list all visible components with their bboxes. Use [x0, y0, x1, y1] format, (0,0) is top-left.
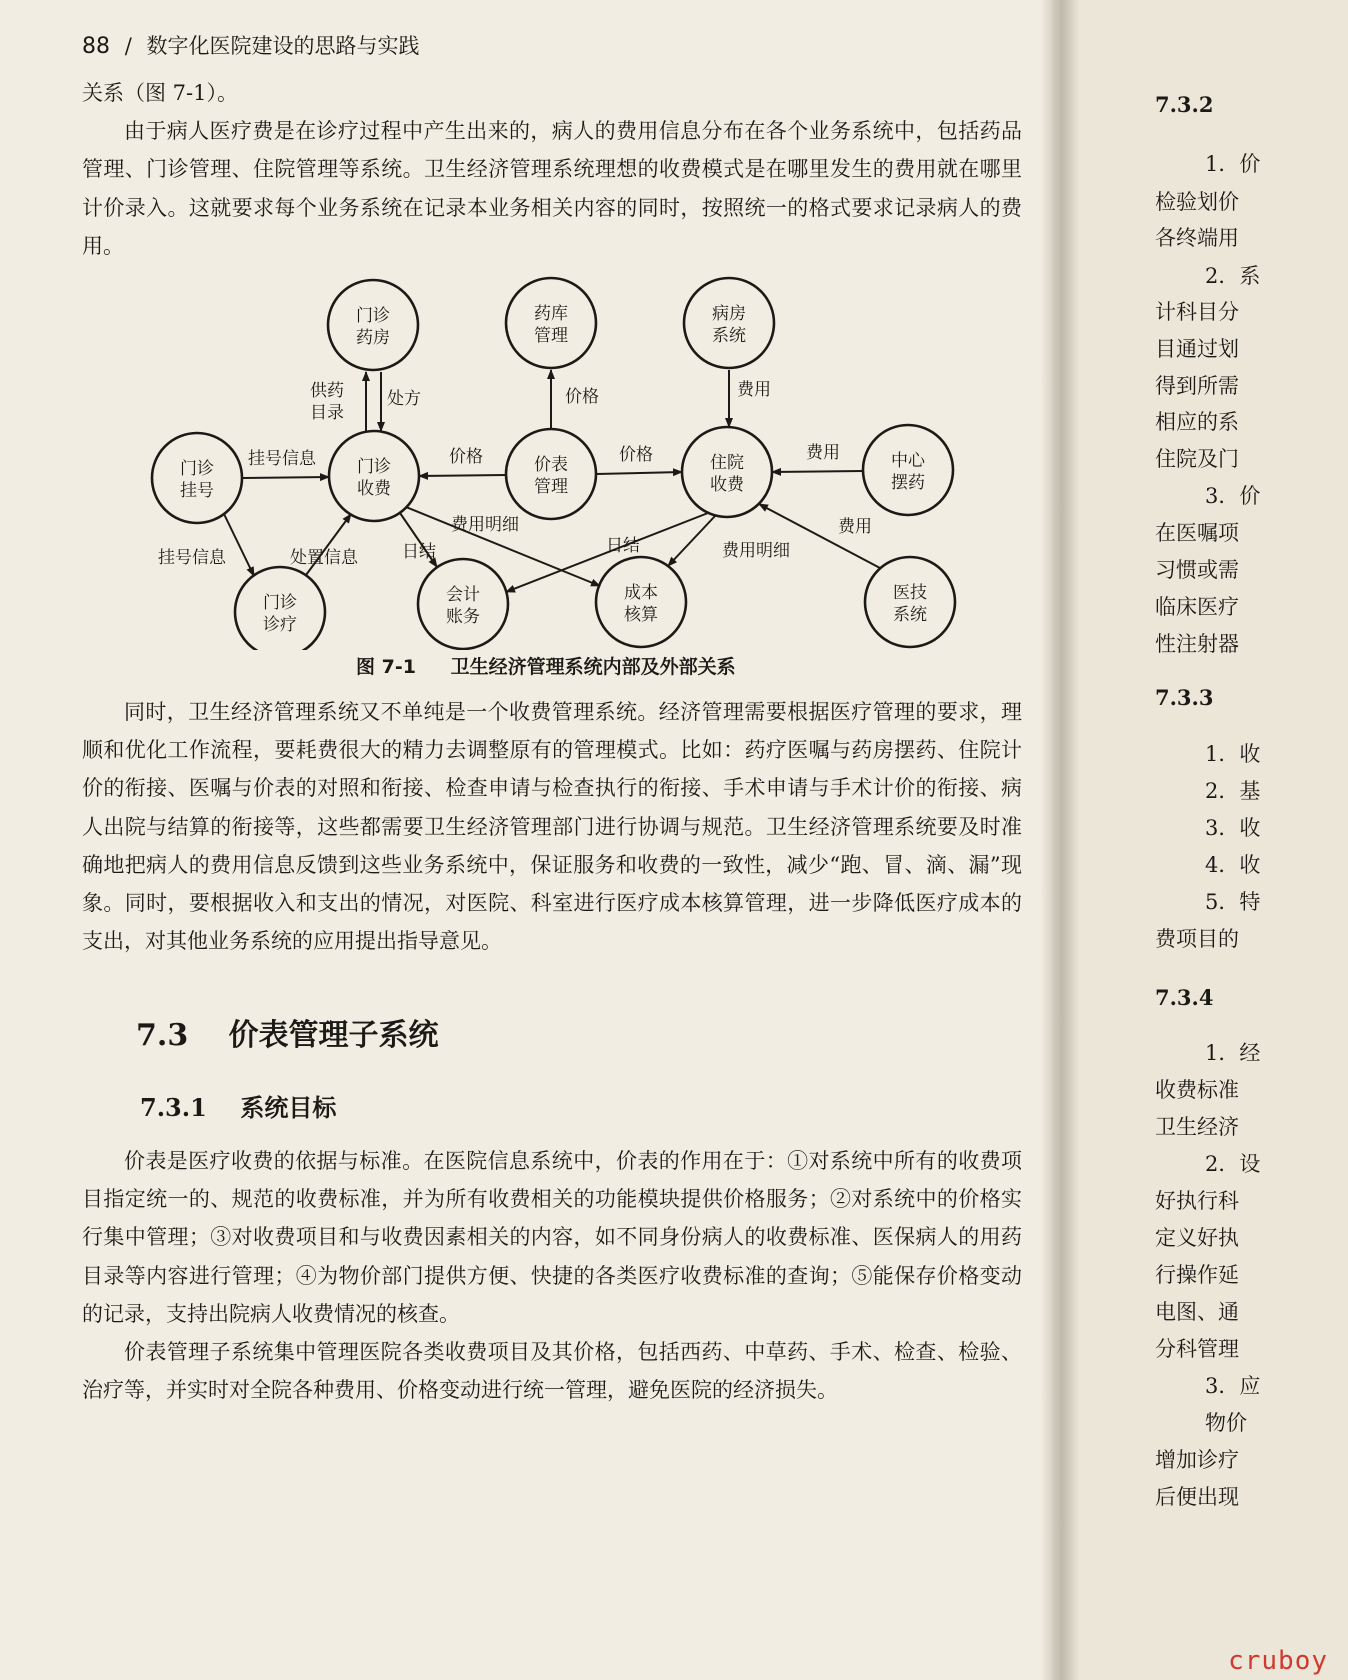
right-line: 1．收: [1205, 742, 1261, 766]
node-drug-store-mgmt: [506, 278, 596, 368]
right-line: 分科管理: [1155, 1337, 1239, 1361]
paragraph-text: 关系（图 7-1）。: [82, 81, 238, 105]
label-prescription: 处方: [387, 389, 421, 409]
node-accounting: [418, 559, 508, 649]
figure-label: 图 7-1: [356, 656, 416, 678]
label-daily-close-1: 日结: [402, 542, 436, 562]
right-line: 后便出现: [1155, 1485, 1239, 1509]
right-line: 习惯或需: [1155, 558, 1239, 582]
node-outpatient-treatment: [235, 567, 325, 650]
paragraph-text: 由于病人医疗费是在诊疗过程中产生出来的，病人的费用信息分布在各个业务系统中，包括药品管理、门诊管理、住院管理等系统。卫生经济管理系统理想的收费模式是在哪里发生的费用就在哪里计价录入。这就要求每个业务系统在记录本业务相关内容的同时，按照统一的格式要求记录病人的费用。: [82, 119, 1022, 258]
node-medtech-system: [865, 557, 955, 647]
svg-text:管理: 管理: [534, 477, 568, 497]
page-number: 88: [82, 34, 110, 59]
node-ward-system: [684, 278, 774, 368]
paragraph-text: 价表管理子系统集中管理医院各类收费项目及其价格，包括西药、中草药、手术、检查、检验、治疗等，并实时对全院各种费用、价格变动进行统一管理，避免医院的经济损失。: [82, 1340, 1022, 1403]
right-line: 得到所需: [1155, 374, 1239, 398]
paragraph-management: [82, 693, 1022, 960]
svg-text:成本: 成本: [624, 583, 658, 603]
edge-fee-detail-inpatient: [668, 516, 715, 566]
svg-text:门诊: 门诊: [356, 306, 390, 326]
node-inpatient-charging: [682, 427, 772, 517]
label-price-inpatient: 价格: [619, 445, 653, 465]
right-line: 卫生经济: [1155, 1115, 1239, 1139]
right-line: 2．系: [1205, 264, 1261, 288]
node-central-dispensing: [863, 425, 953, 515]
right-line: 3．收: [1205, 816, 1261, 840]
svg-text:诊疗: 诊疗: [263, 615, 297, 635]
svg-text:核算: 核算: [624, 605, 658, 625]
right-line: 2．基: [1205, 779, 1261, 803]
svg-text:住院: 住院: [710, 453, 744, 473]
right-line: 增加诊疗: [1155, 1448, 1239, 1472]
right-line: 目通过划: [1155, 337, 1239, 361]
svg-text:药房: 药房: [356, 328, 390, 348]
paragraph-text: 价表是医疗收费的依据与标准。在医院信息系统中，价表的作用在于：①对系统中所有的收费项目指定统一的、规范的收费标准，并为所有收费相关的功能模块提供价格服务；②对系统中的价格实行集中管理；③对收费项目和与收费因素相关的内容，如不同身份病人的收费标准、医保病人的用药目录等内容进行管理；④为物价部门提供方便、快捷的各类医疗收费标准的查询；⑤能保存价格变动的记录，支持出院病人收费情况的核查。: [82, 1149, 1022, 1326]
label-fee-detail: 费用明细: [451, 515, 519, 535]
figure-caption: [356, 652, 736, 679]
edge-price-to-inpatient: [596, 472, 682, 474]
right-line: 住院及门: [1155, 447, 1239, 471]
right-line: 物价: [1205, 1411, 1247, 1435]
edge-price-to-outpatient: [419, 475, 506, 476]
label-fee-detail-2: 费用明细: [722, 541, 790, 561]
right-line: 4．收: [1205, 853, 1261, 877]
right-line: 相应的系: [1155, 410, 1239, 434]
svg-text:会计: 会计: [446, 585, 480, 605]
label-supply: 供药: [310, 381, 344, 401]
edge-registration-info: [242, 477, 329, 478]
right-line: 检验划价: [1155, 190, 1239, 214]
svg-text:医技: 医技: [893, 583, 927, 603]
svg-text:管理: 管理: [534, 326, 568, 346]
paragraph-intro: [82, 74, 1022, 265]
right-line: 临床医疗: [1155, 595, 1239, 619]
book-gutter: [1040, 0, 1080, 1680]
figure-caption-text: 卫生经济管理系统内部及外部关系: [450, 656, 736, 678]
running-header: [82, 30, 419, 60]
svg-text:门诊: 门诊: [263, 593, 297, 613]
right-line: 2．设: [1205, 1152, 1261, 1176]
label-dispensing-fee: 费用: [806, 443, 840, 463]
svg-text:价表: 价表: [534, 455, 568, 475]
right-line: 定义好执: [1155, 1226, 1239, 1250]
svg-text:中心: 中心: [891, 451, 925, 471]
right-line: 各终端用: [1155, 226, 1239, 250]
book-title: 数字化医院建设的思路与实践: [146, 34, 420, 58]
label-registration-info: 挂号信息: [248, 449, 316, 469]
right-line: 费项目的: [1155, 927, 1239, 951]
edge-registration-to-treatment: [224, 514, 254, 576]
right-line: 3．价: [1205, 484, 1261, 508]
subsection-heading: [140, 1088, 336, 1123]
svg-text:收费: 收费: [357, 479, 391, 499]
svg-text:系统: 系统: [712, 326, 746, 346]
right-line: 7.3.3: [1155, 685, 1214, 710]
svg-text:门诊: 门诊: [357, 457, 391, 477]
label-daily-close-2: 日结: [606, 536, 640, 556]
right-line: 电图、通: [1155, 1300, 1239, 1324]
paragraph-price-list: [82, 1142, 1022, 1409]
svg-text:系统: 系统: [893, 605, 927, 625]
scanner-watermark: cruboy: [1228, 1646, 1328, 1676]
section-title: 价表管理子系统: [228, 1018, 439, 1053]
svg-text:门诊: 门诊: [180, 459, 214, 479]
label-treatment-info: 处置信息: [290, 548, 358, 568]
svg-text:账务: 账务: [446, 607, 480, 627]
label-ward-fee: 费用: [737, 380, 771, 400]
right-line: 7.3.4: [1155, 985, 1214, 1010]
right-line: 1．经: [1205, 1041, 1261, 1065]
right-line: 性注射器: [1155, 632, 1239, 656]
label-catalog: 目录: [310, 403, 344, 423]
label-registration-info-2: 挂号信息: [158, 548, 226, 568]
paragraph-text: 同时，卫生经济管理系统又不单纯是一个收费管理系统。经济管理需要根据医疗管理的要求，理顺和优化工作流程，要耗费很大的精力去调整原有的管理模式。比如：药疗医嘱与药房摆药、住院计价的衔接、医嘱与价表的对照和衔接、检查申请与检查执行的衔接、手术申请与手术计价的衔接、病人出院与结算的衔接等，这些都需要卫生经济管理部门进行协调与规范。卫生经济管理系统要及时准确地把病人的费用信息反馈到这些业务系统中，保证服务和收费的一致性，减少“跑、冒、滴、漏”现象。同时，要根据收入和支出的情况，对医院、科室进行医疗成本核算管理，进一步降低医疗成本的支出，对其他业务系统的应用提出指导意见。: [82, 700, 1022, 954]
relationship-diagram: [140, 270, 970, 650]
header-separator: /: [124, 34, 132, 58]
subsection-number: 7.3.1: [140, 1093, 207, 1122]
right-line: 收费标准: [1155, 1078, 1239, 1102]
right-line: 3．应: [1205, 1374, 1261, 1398]
right-line: 7.3.2: [1155, 92, 1214, 117]
right-line: 在医嘱项: [1155, 521, 1239, 545]
label-medtech-fee: 费用: [838, 517, 872, 537]
right-line: 行操作延: [1155, 1263, 1239, 1287]
right-line: 计科目分: [1155, 300, 1239, 324]
edge-dispensing-fee: [772, 471, 863, 472]
node-outpatient-registration: [152, 433, 242, 523]
node-price-list-mgmt: [506, 429, 596, 519]
right-line: 5．特: [1205, 890, 1261, 914]
node-cost-accounting: [596, 557, 686, 647]
svg-text:挂号: 挂号: [180, 481, 214, 501]
label-price-store: 价格: [565, 387, 599, 407]
subsection-title: 系统目标: [240, 1093, 337, 1122]
svg-text:病房: 病房: [712, 304, 746, 324]
svg-text:收费: 收费: [710, 475, 744, 495]
node-outpatient-pharmacy: [328, 280, 418, 370]
svg-text:摆药: 摆药: [891, 473, 925, 493]
section-number: 7.3: [136, 1018, 189, 1053]
section-heading: [136, 1010, 438, 1054]
right-line: 1．价: [1205, 152, 1261, 176]
svg-text:药库: 药库: [534, 304, 568, 324]
label-price-outpatient: 价格: [449, 447, 483, 467]
right-line: 好执行科: [1155, 1189, 1239, 1213]
node-outpatient-charging: [329, 431, 419, 521]
